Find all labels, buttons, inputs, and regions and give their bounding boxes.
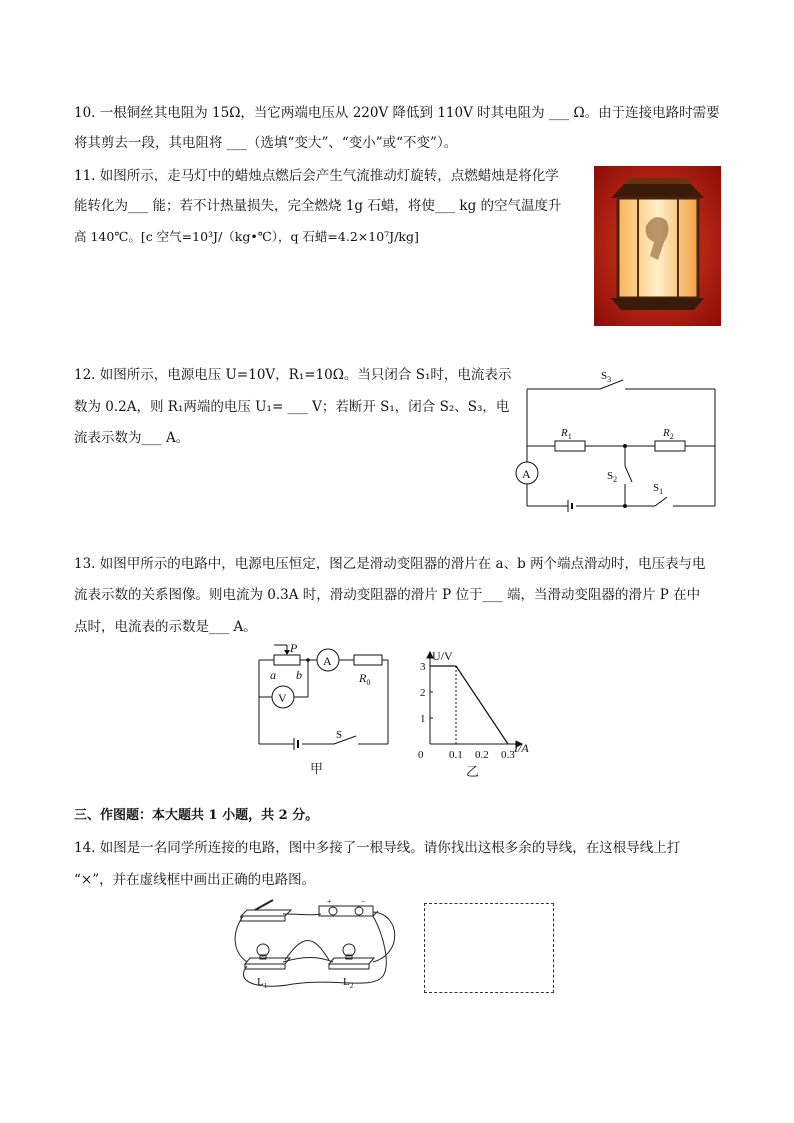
q14-l2-label: $L_2$ bbox=[343, 976, 354, 990]
svg-text:−: − bbox=[361, 897, 366, 906]
q12-line1: 12. 如图所示，电源电压 U=10V，R₁=10Ω。当只闭合 S₁时，电流表示 bbox=[74, 367, 512, 383]
graph-y-tick-label: 3 bbox=[420, 661, 426, 673]
q13-line2: 流表示数的关系图像。则电流为 0.3A 时，滑动变阻器的滑片 P 位于___ 端，当滑动变阻器的滑片 P 在中 bbox=[74, 587, 701, 603]
q13-jia-caption: 甲 bbox=[310, 761, 324, 776]
q12-s2-label: $S_2$ bbox=[607, 470, 618, 484]
q12-ammeter-label: A bbox=[522, 467, 531, 481]
answer-dashed-box[interactable] bbox=[424, 903, 554, 993]
q12-s3-label: $S_3$ bbox=[601, 370, 612, 384]
q13-a-label: a bbox=[270, 668, 276, 682]
lantern-image bbox=[594, 166, 721, 326]
q14-physical-circuit bbox=[233, 894, 403, 994]
q12-circuit-diagram bbox=[505, 366, 730, 516]
q12-r2-label: $R_2$ bbox=[663, 427, 674, 441]
q13-voltmeter-label: V bbox=[278, 691, 287, 705]
q13-ammeter-label: A bbox=[323, 654, 332, 668]
q10-line2: 将其剪去一段，其电阻将 ___（选填“变大”、“变小”或“不变”）。 bbox=[74, 135, 458, 151]
graph-x-tick-label: 0 bbox=[418, 749, 424, 761]
q12-r1-label: $R_1$ bbox=[561, 427, 572, 441]
q13-line3: 点时，电流表的示数是___ A。 bbox=[74, 619, 257, 635]
q11-line2: 能转化为___ 能；若不计热量损失，完全燃烧 1g 石蜡，将使___ kg 的空气温度升 bbox=[74, 198, 562, 214]
graph-x-tick-label: 0.1 bbox=[449, 749, 463, 761]
graph-series-line bbox=[430, 666, 508, 744]
q13-s-label: S bbox=[336, 729, 343, 741]
q12-line3: 流表示数为___ A。 bbox=[74, 430, 190, 446]
q13-b-label: b bbox=[296, 668, 302, 682]
q13-graph-yi bbox=[418, 642, 548, 782]
q10-line1: 10. 一根铜丝其电阻为 15Ω，当它两端电压从 220V 降低到 110V 时其电阻为 ___ Ω。由于连接电路时需要 bbox=[74, 105, 720, 121]
q13-line1: 13. 如图甲所示的电路中，电源电压恒定，图乙是滑动变阻器的滑片在 a、b 两个端点滑动时，电压表与电 bbox=[74, 556, 706, 572]
q13-yi-caption: 乙 bbox=[466, 764, 480, 779]
q14-line1: 14. 如图是一名同学所连接的电路，图中多接了一根导线。请你找出这根多余的导线，在这根导线上打 bbox=[74, 840, 681, 856]
q12-line2: 数为 0.2A，则 R₁两端的电压 U₁= ___ V；若断开 S₁，闭合 S₂、S₃，电 bbox=[74, 399, 510, 415]
graph-xlabel: I/A bbox=[514, 741, 529, 755]
graph-x-tick-label: 0.2 bbox=[475, 749, 489, 761]
q13-r0-label: $R_0$ bbox=[359, 671, 371, 687]
q13-p-label: P bbox=[290, 641, 298, 655]
q11-line1: 11. 如图所示，走马灯中的蜡烛点燃后会产生气流推动灯旋转，点燃蜡烛是将化学 bbox=[74, 168, 559, 184]
graph-x-tick-label: 0.3 bbox=[501, 749, 515, 761]
q14-l1-label: $L_1$ bbox=[257, 976, 268, 990]
q14-line2: “×”，并在虚线框中画出正确的电路图。 bbox=[74, 872, 316, 888]
svg-text:+: + bbox=[327, 897, 332, 906]
q11-line3: 高 140℃。[c 空气=10³J/（kg•℃），q 石蜡=4.2×10⁷J/kg] bbox=[74, 229, 419, 244]
graph-y-tick-label: 1 bbox=[420, 713, 426, 725]
graph-y-tick-label: 2 bbox=[420, 687, 426, 699]
graph-ylabel: U/V bbox=[432, 649, 453, 663]
q12-s1-label: $S_1$ bbox=[653, 482, 664, 496]
q13-circuit-jia bbox=[252, 640, 402, 780]
section3-heading: 三、作图题：本大题共 1 小题，共 2 分。 bbox=[74, 808, 319, 823]
